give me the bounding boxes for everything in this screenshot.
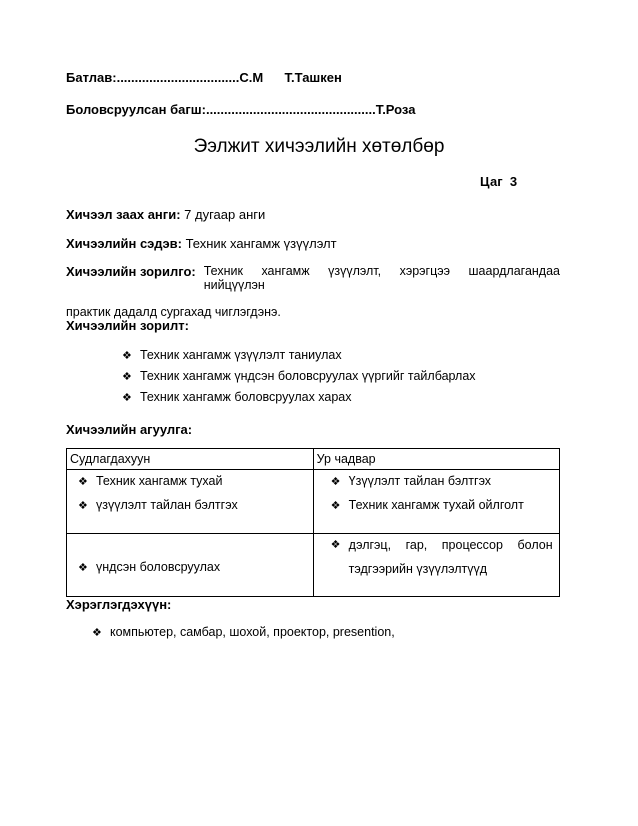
diamond-bullet-icon: ❖ <box>92 627 102 639</box>
table-row <box>67 470 560 534</box>
cell-text: Техник хангамж тухай ойлголт <box>348 498 524 512</box>
table-cell <box>67 534 314 597</box>
cell-word: процессор <box>441 538 503 552</box>
col2-header: Ур чадвар <box>316 452 376 466</box>
table-header-cell <box>313 449 559 470</box>
goal-block <box>66 264 560 319</box>
cell-text: үзүүлэлт тайлан бэлтгэх <box>96 498 238 512</box>
table-header-cell <box>67 449 314 470</box>
objective-text: Техник хангамж боловсруулах харах <box>140 390 352 404</box>
diamond-bullet-icon: ❖ <box>78 562 88 574</box>
topic-line <box>66 236 337 251</box>
diamond-bullet-icon: ❖ <box>78 500 88 512</box>
table-cell <box>313 534 559 597</box>
content-label: Хичээлийн агуулга: <box>66 422 193 437</box>
diamond-bullet-icon: ❖ <box>122 350 132 362</box>
hour-label: Цаг <box>480 174 503 189</box>
approve-dots: .................................. <box>116 70 240 85</box>
list-item <box>331 498 524 512</box>
materials-text: компьютер, самбар, шохой, проектор, presention, <box>110 625 395 639</box>
topic-label: Хичээлийн сэдэв: <box>66 236 182 251</box>
approve-name-2: Т.Ташкен <box>284 70 342 85</box>
approve-label: Батлав: <box>66 70 117 85</box>
table-row <box>67 534 560 597</box>
cell-word: болон <box>517 538 553 552</box>
approve-line <box>66 70 342 85</box>
goal-text-1: Техник хангамж үзүүлэлт, хэрэгцээ шаардлагандаа нийцүүлэн <box>203 264 560 292</box>
objective-text: Техник хангамж үзүүлэлт таниулах <box>140 348 342 362</box>
diamond-bullet-icon: ❖ <box>330 500 341 512</box>
diamond-bullet-icon: ❖ <box>122 392 132 404</box>
objective-item <box>122 348 342 362</box>
list-item <box>78 560 220 574</box>
objective-item <box>122 390 352 404</box>
table-cell <box>313 470 559 534</box>
materials-item <box>92 625 395 639</box>
diamond-bullet-icon: ❖ <box>122 371 132 383</box>
developer-name: Т.Роза <box>375 102 416 117</box>
list-item <box>78 498 238 512</box>
table-cell <box>67 470 314 534</box>
hour-value: 3 <box>509 174 518 189</box>
content-table <box>66 448 560 597</box>
cell-text-justified <box>349 538 553 552</box>
cell-text-continued: тэдгээрийн үзүүлэлтүүд <box>348 562 488 576</box>
diamond-bullet-icon: ❖ <box>330 476 341 488</box>
materials-label: Хэрэглэгдэхүүн: <box>66 597 172 612</box>
list-item <box>331 538 553 552</box>
list-item <box>331 474 491 488</box>
cell-text: үндсэн боловсруулах <box>96 560 221 574</box>
page-title: Ээлжит хичээлийн хөтөлбөр <box>193 136 445 157</box>
cell-word: гар, <box>405 538 428 552</box>
goal-label: Хичээлийн зорилго: <box>66 264 196 279</box>
grade-value: 7 дугаар анги <box>184 207 266 222</box>
cell-text: Үзүүлэлт тайлан бэлтгэх <box>348 474 492 488</box>
objectives-label: Хичээлийн зорилт: <box>66 318 189 333</box>
grade-line <box>66 207 265 222</box>
goal-line-1 <box>66 264 560 292</box>
grade-label: Хичээл заах анги: <box>66 207 181 222</box>
developer-label: Боловсруулсан багш: <box>66 102 206 117</box>
objective-item <box>122 369 476 383</box>
objective-text: Техник хангамж үндсэн боловсруулах үүргийг тайлбарлах <box>140 369 476 383</box>
table-header-row <box>67 449 560 470</box>
hour-line <box>480 174 517 189</box>
list-item <box>78 474 222 488</box>
developer-line <box>66 102 415 117</box>
diamond-bullet-icon: ❖ <box>330 539 341 551</box>
goal-text-2: практик дадалд сургахад чиглэгдэнэ. <box>66 305 281 319</box>
col1-header: Судлагдахуун <box>70 452 151 466</box>
cell-word: дэлгэц, <box>348 538 392 552</box>
approve-name: С.М <box>239 70 264 85</box>
topic-value: Техник хангамж үзүүлэлт <box>185 236 337 251</box>
cell-text: Техник хангамж тухай <box>96 474 223 488</box>
diamond-bullet-icon: ❖ <box>78 476 88 488</box>
developer-dots: ............................................... <box>205 102 376 117</box>
